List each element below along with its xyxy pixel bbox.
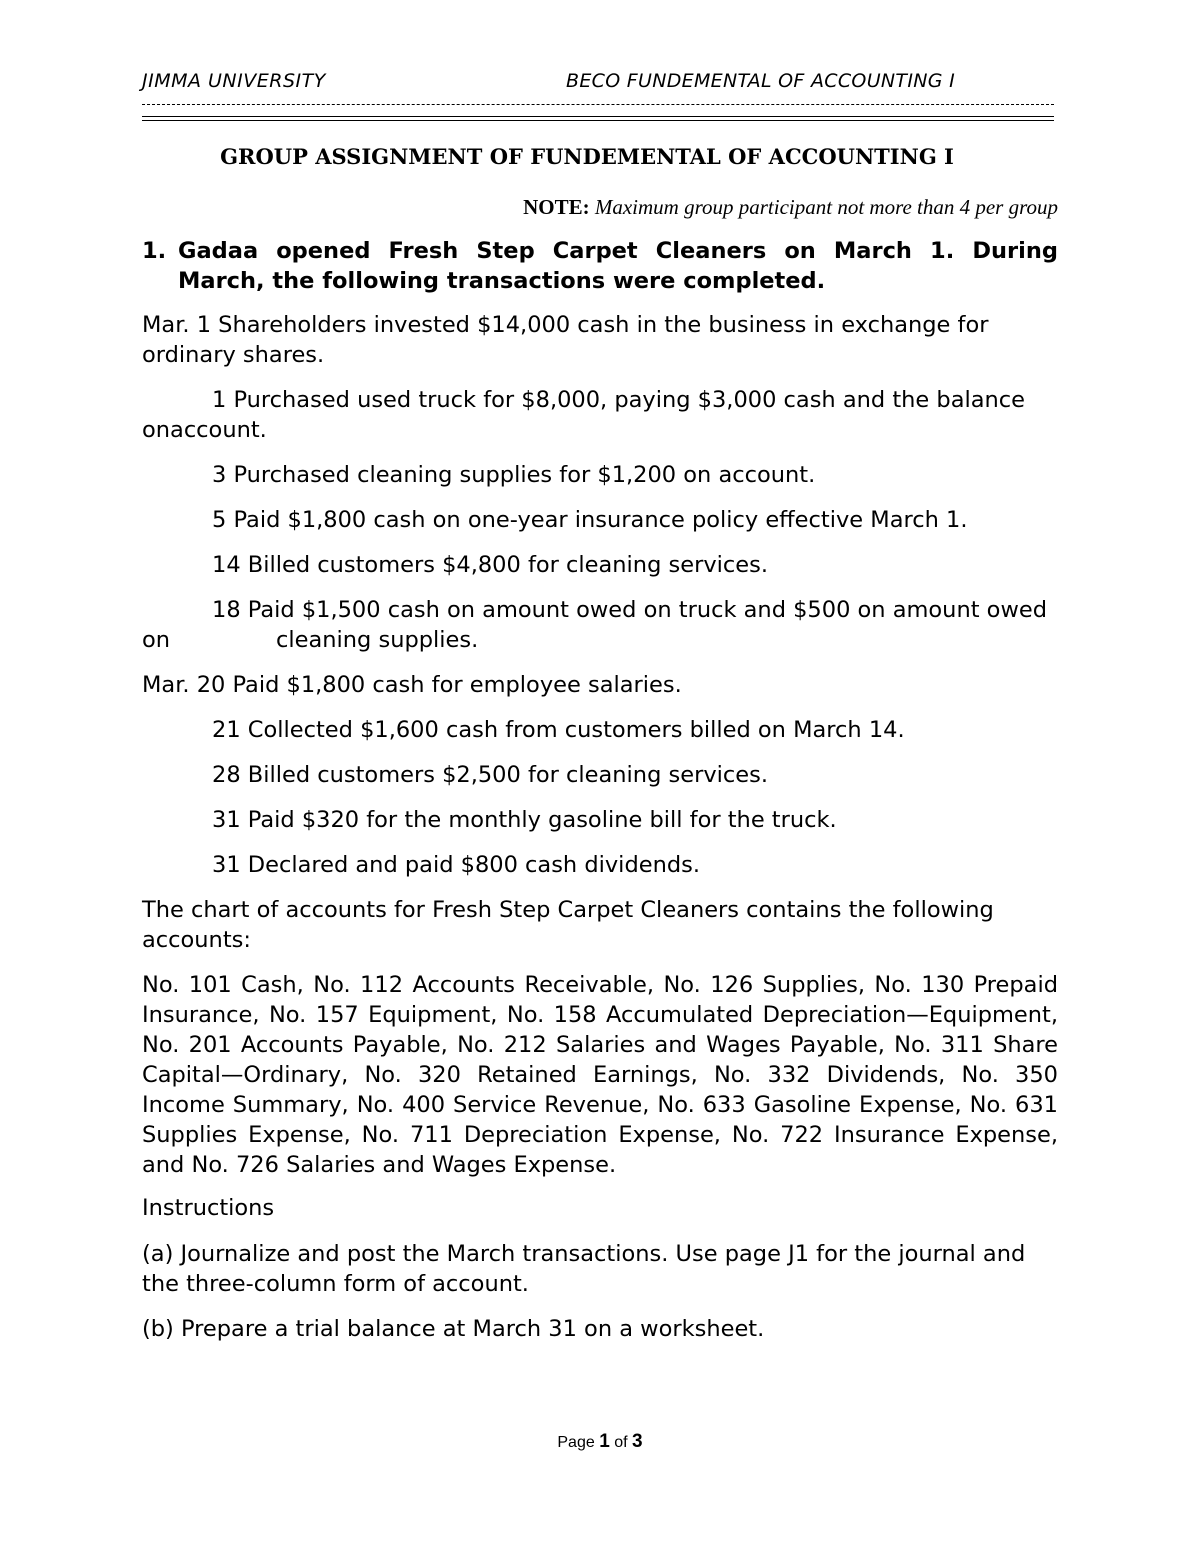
- chart-of-accounts-intro: The chart of accounts for Fresh Step Carpet Cleaners contains the following accounts:: [142, 897, 994, 953]
- page-total: 3: [632, 1431, 643, 1452]
- note: [523, 195, 1058, 220]
- note-text: Maximum group participant not more than 4 per group: [594, 195, 1058, 219]
- document-title: GROUP ASSIGNMENT OF FUNDEMENTAL OF ACCOUNTING I: [220, 144, 954, 169]
- question-number: 1.: [142, 238, 167, 264]
- transaction-31-dividends: 31 Declared and paid $800 cash dividends.: [212, 852, 700, 878]
- transaction-14-billed: 14 Billed customers $4,800 for cleaning services.: [212, 552, 768, 578]
- transaction-mar-1-investment: Mar. 1 Shareholders invested $14,000 cash in the business in exchange for ordinary shares.: [142, 312, 989, 368]
- page-of-label: of: [614, 1434, 628, 1451]
- instruction-b: (b) Prepare a trial balance at March 31 on a worksheet.: [142, 1316, 765, 1342]
- transaction-mar-20-salaries: Mar. 20 Paid $1,800 cash for employee salaries.: [142, 672, 682, 698]
- header-double-rule: [142, 116, 1054, 121]
- transaction-3-supplies: 3 Purchased cleaning supplies for $1,200 on account.: [212, 462, 816, 488]
- transaction-31-gasoline: 31 Paid $320 for the monthly gasoline bill for the truck.: [212, 807, 837, 833]
- question-1: [142, 236, 1058, 296]
- transaction-28-billed: 28 Billed customers $2,500 for cleaning services.: [212, 762, 768, 788]
- instruction-a: (a) Journalize and post the March transactions. Use page J1 for the journal and the three-column form of account.: [142, 1241, 1026, 1297]
- chart-of-accounts-list: No. 101 Cash, No. 112 Accounts Receivable, No. 126 Supplies, No. 130 Prepaid Insurance, No. 157 Equipment, No. 158 Accumulated Depreciation—Equipment, No. 201 Accounts Payable, No. 212 Salaries and Wages Payable, No. 311 Share Capital—Ordinary, No. 320 Retained Earnings, No. 332 Dividends, No. 350 Income Summary, No. 400 Service Revenue, No. 633 Gasoline Expense, No. 631 Supplies Expense, No. 711 Depreciation Expense, No. 722 Insurance Expense, and No. 726 Salaries and Wages Expense.: [142, 972, 1058, 1178]
- transaction-5-insurance: 5 Paid $1,800 cash on one-year insurance policy effective March 1.: [212, 507, 968, 533]
- question-text: Gadaa opened Fresh Step Carpet Cleaners on March 1. During March, the following transactions were completed.: [178, 238, 1058, 294]
- instructions-heading: Instructions: [142, 1195, 275, 1221]
- header-university: JIMMA UNIVERSITY: [142, 70, 326, 92]
- transaction-21-collected: 21 Collected $1,600 cash from customers billed on March 14.: [212, 717, 905, 743]
- page-footer: [0, 1431, 1200, 1453]
- transaction-1-truck: 1 Purchased used truck for $8,000, paying $3,000 cash and the balance onaccount.: [142, 387, 1025, 443]
- transaction-18-paid: [142, 595, 1058, 655]
- page-label: Page: [557, 1434, 595, 1451]
- header-course: BECO FUNDEMENTAL OF ACCOUNTING I: [566, 70, 955, 92]
- page-current: 1: [599, 1431, 610, 1452]
- note-label: NOTE:: [523, 195, 590, 219]
- transaction-18-line: 18 Paid $1,500 cash on amount owed on truck and $500 on amount owed on: [142, 597, 1047, 653]
- header-dashed-rule: [142, 104, 1054, 105]
- transaction-18-continued: cleaning supplies.: [276, 627, 479, 653]
